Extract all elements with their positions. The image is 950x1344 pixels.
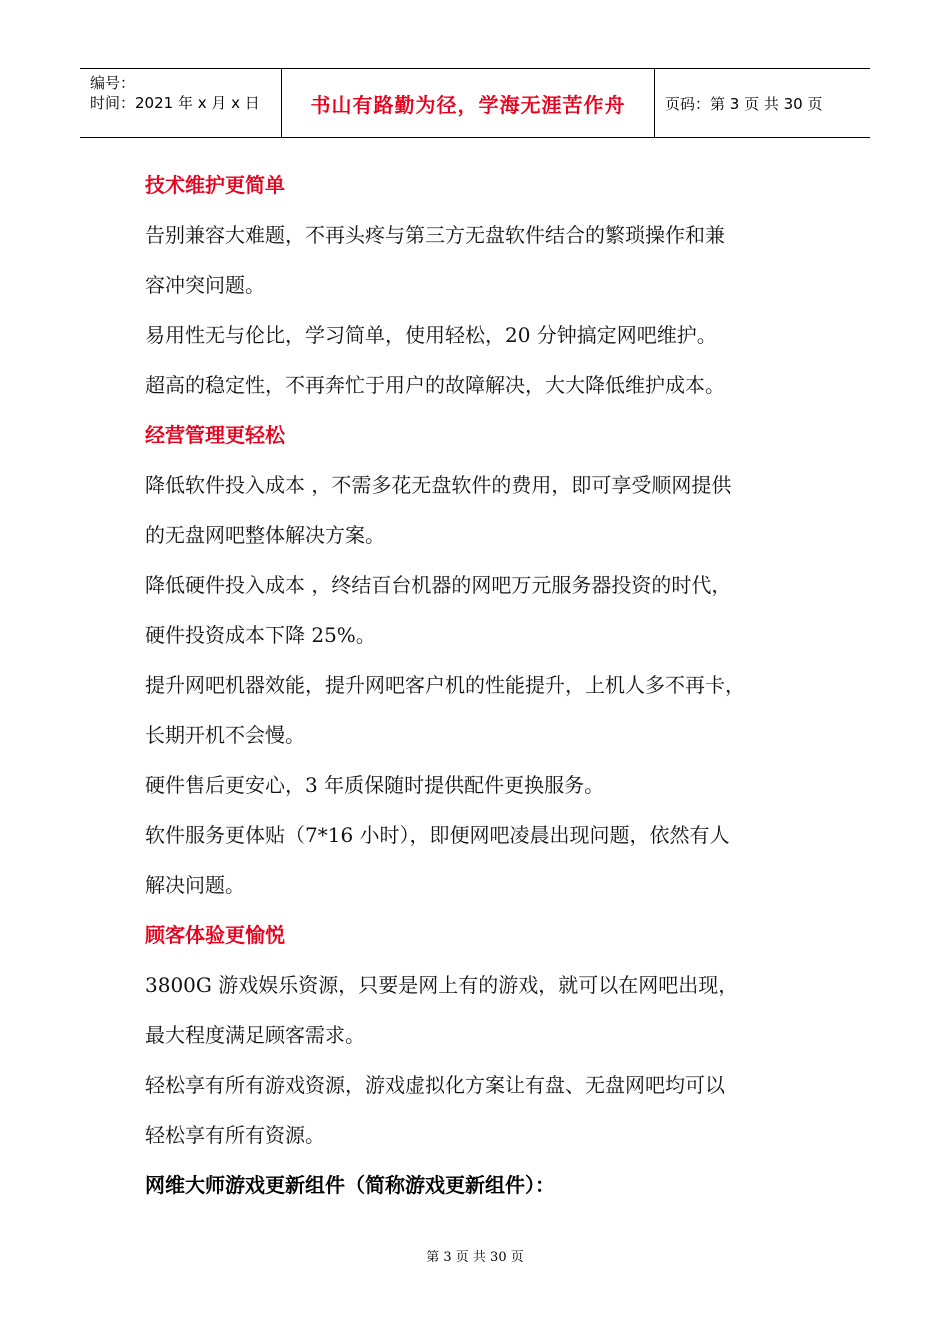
number-label: 编号： xyxy=(90,74,136,92)
section-heading: 经营管理更轻松 xyxy=(145,423,285,447)
time-label: 时间：2021 年 x 月 x 日 xyxy=(90,94,260,112)
paragraph-line: 长期开机不会慢。 xyxy=(145,723,305,747)
paragraph-line: 3800G 游戏娱乐资源，只要是网上有的游戏，就可以在网吧出现， xyxy=(145,973,739,997)
header-meta xyxy=(80,69,282,137)
paragraph-line: 降低软件投入成本 ，不需多花无盘软件的费用，即可享受顺网提供 xyxy=(145,473,732,497)
paragraph-line: 降低硬件投入成本 ，终结百台机器的网吧万元服务器投资的时代， xyxy=(145,573,732,597)
paragraph-line: 硬件售后更安心，3 年质保随时提供配件更换服务。 xyxy=(145,773,605,797)
header-page-code: 页码：第 3 页 共 30 页 xyxy=(665,94,823,113)
paragraph-line: 软件服务更体贴（7*16 小时），即便网吧凌晨出现问题，依然有人 xyxy=(145,823,730,847)
header-motto: 书山有路勤为径，学海无涯苦作舟 xyxy=(282,69,655,137)
paragraph-line: 轻松享有所有资源。 xyxy=(145,1123,325,1147)
section-heading: 顾客体验更愉悦 xyxy=(145,923,285,947)
sub-heading: 网维大师游戏更新组件（简称游戏更新组件）： xyxy=(145,1173,555,1197)
paragraph-line: 告别兼容大难题，不再头疼与第三方无盘软件结合的繁琐操作和兼 xyxy=(145,223,725,247)
paragraph-line: 超高的稳定性，不再奔忙于用户的故障解决，大大降低维护成本。 xyxy=(145,373,725,397)
page-footer: 第 3 页 共 30 页 xyxy=(426,1250,524,1265)
paragraph-line: 易用性无与伦比，学习简单，使用轻松，20 分钟搞定网吧维护。 xyxy=(145,323,717,347)
paragraph-line: 解决问题。 xyxy=(145,873,245,897)
paragraph-line: 轻松享有所有游戏资源，游戏虚拟化方案让有盘、无盘网吧均可以 xyxy=(145,1073,725,1097)
page-header xyxy=(80,68,870,138)
document-body xyxy=(145,160,825,1210)
paragraph-line: 提升网吧机器效能，提升网吧客户机的性能提升，上机人多不再卡， xyxy=(145,673,745,697)
section-heading: 技术维护更简单 xyxy=(145,173,285,197)
paragraph-line: 最大程度满足顾客需求。 xyxy=(145,1023,365,1047)
paragraph-line: 硬件投资成本下降 25%。 xyxy=(145,623,376,647)
paragraph-line: 的无盘网吧整体解决方案。 xyxy=(145,523,385,547)
paragraph-line: 容冲突问题。 xyxy=(145,273,265,297)
